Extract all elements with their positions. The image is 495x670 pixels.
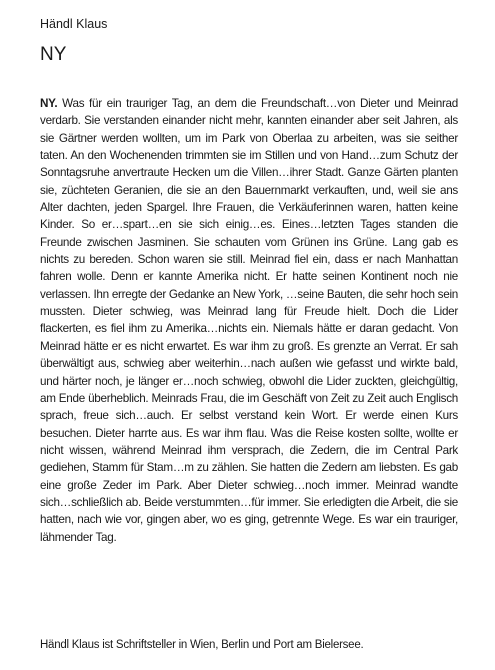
story-text: Was für ein trauriger Tag, an dem die Freundschaft…von Dieter und Meinrad verdarb. Sie verstanden einander nicht mehr, kannten einander aber seit Jahren, als sie Gärtner werden wollten, um im Park von Oberlaa zu arbeiten, was sie seither taten. An den Wochenenden trimmten sie im Stillen und von Hand…zum Schutz der Sonntagsruhe anvertraute Hecken um die Villen…ihrer Stadt. Ganze Gärten planten sie, züchteten Geranien, die sie an den Bauernmarkt verkauften, und, weil sie ans Alter dachten, jeden Spargel. Ihre Frauen, die Verkäuferinnen waren, hatten keine Kinder. So er…spart…en sie sich einig…es. Eines…letzten Tages standen die Freunde zwischen Jasminen. Sie schauten vom Grünen ins Grüne. Lang gab es nichts zu bereden. Schon waren sie still. Meinrad fiel ein, dass er nach Manhattan fahren wolle. Denn er kannte Amerika nicht. Er hatte seinen Kontinent noch nie verlassen. Ihn erregte der Gedanke an New York, …seine Bauten, die sehr hoch sein mussten. Dieter schwieg, was Meinrad lang für Freude hielt. Doch die Lider flackerten, es fiel ihm zu Amerika…nichts ein. Niemals hätte er daran gedacht. Von Meinrad hätte er es nicht erwartet. Es war ihm zu groß. Es grenzte an Verrat. Er sah überwältigt aus, schwieg aber weiterhin…nach außen wie gefasst und wirkte bald, und härter noch, je länger er…noch schwieg, obwohl die Lider zuckten, gleichgültig, am Ende überheblich. Meinrads Frau, die im Geschäft von Zeit zu Zeit auch Englisch sprach, freue sich…auch. Er selbst verstand kein Wort. Er werde einen Kurs besuchen. Dieter harrte aus. Es war ihm flau. Was die Reise kosten sollte, wollte er nicht wissen, während Meinrad ihm versprach, die Zedern, die im Central Park gediehen, Stamm für Stam…m zu zählen. Sie hatten die Zedern am liebsten. Es gab eine große Zeder im Park. Aber Dieter schwieg…noch immer. Meinrad wandte sich…schließlich ab. Beide verstummten…für immer. Sie erledigten die Arbeit, die sie hatten, nach wie vor, gingen aber, wo es ging, getrennte Wege. Es war ein trauriger, lähmender Tag.	[40, 97, 458, 544]
author-bio: Händl Klaus ist Schriftsteller in Wien, Berlin und Port am Bielersee.	[40, 639, 364, 651]
story-body	[40, 95, 458, 546]
story-title: NY	[40, 44, 67, 65]
author-header: Händl Klaus	[40, 17, 108, 31]
story-lead: NY.	[40, 97, 58, 110]
